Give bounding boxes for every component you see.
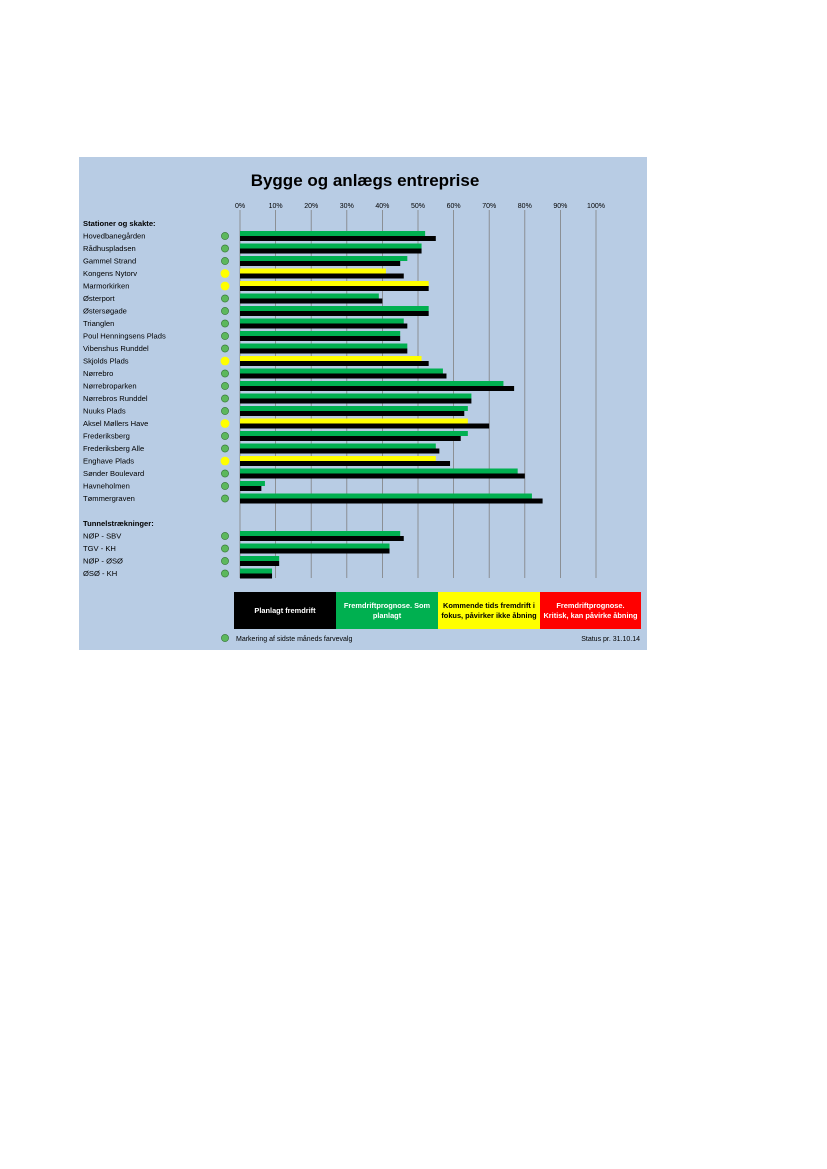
category-label: NØP - ØSØ — [83, 556, 123, 566]
bar-planlagt — [240, 324, 407, 329]
bar-prognose — [240, 369, 443, 374]
footnote-dot — [221, 634, 228, 641]
status-dot — [221, 445, 228, 452]
bar-planlagt — [240, 236, 436, 241]
bar-prognose — [240, 456, 436, 461]
status-dot — [221, 432, 228, 439]
category-label: Sønder Boulevard — [83, 469, 145, 479]
bar-prognose — [240, 531, 400, 536]
bar-prognose — [240, 431, 468, 436]
status-dot — [221, 545, 228, 552]
bar-prognose — [240, 494, 532, 499]
chart-title: Bygge og anlægs entreprise — [250, 171, 480, 190]
category-label: Poul Henningsens Plads — [83, 331, 166, 341]
bar-planlagt — [240, 561, 279, 566]
bar-prognose — [240, 331, 400, 336]
bar-planlagt — [240, 424, 489, 429]
group-heading: Tunnelstrækninger: — [83, 519, 154, 528]
status-dot — [221, 332, 228, 339]
chart-svg — [79, 157, 647, 650]
x-tick-label: 20% — [304, 203, 319, 210]
x-tick-label: 40% — [375, 203, 390, 210]
bar-planlagt — [240, 299, 382, 304]
bar-prognose — [240, 344, 407, 349]
bar-planlagt — [240, 399, 471, 404]
category-label: Tømmergraven — [83, 494, 135, 504]
bar-prognose — [240, 394, 471, 399]
legend-kritisk — [540, 592, 641, 629]
status-dot — [221, 320, 228, 327]
category-label: Marmorkirken — [83, 281, 130, 291]
bar-planlagt — [240, 461, 450, 466]
status-dot — [221, 370, 228, 377]
legend-kommende — [438, 592, 540, 629]
status-dot — [221, 345, 228, 352]
bar-planlagt — [240, 361, 429, 366]
category-label: Frederiksberg Alle — [83, 444, 145, 454]
bar-planlagt — [240, 536, 404, 541]
bar-prognose — [240, 231, 425, 236]
status-dot — [221, 232, 228, 239]
status-dot — [221, 245, 228, 252]
bar-prognose — [240, 281, 429, 286]
category-label: Østerport — [83, 294, 115, 304]
bar-prognose — [240, 544, 390, 549]
bar-prognose — [240, 256, 407, 261]
status-text: Status pr. 31.10.14 — [581, 636, 640, 643]
bar-planlagt — [240, 274, 404, 279]
group-heading: Stationer og skakte: — [83, 219, 156, 228]
bar-prognose — [240, 244, 422, 249]
status-dot — [221, 482, 228, 489]
x-tick-label: 50% — [410, 203, 426, 210]
status-dot — [221, 419, 230, 428]
bar-prognose — [240, 444, 436, 449]
status-dot — [221, 570, 228, 577]
bar-planlagt — [240, 486, 261, 491]
category-label: Havneholmen — [83, 481, 130, 491]
bar-planlagt — [240, 574, 272, 579]
bar-planlagt — [240, 311, 429, 316]
bar-planlagt — [240, 549, 390, 554]
category-label: Nørrebros Runddel — [83, 394, 148, 404]
x-tick-label: 10% — [268, 203, 283, 210]
category-label: Nørrebro — [83, 369, 114, 379]
legend-kritisk-label: Fremdriftprognose. Kritisk, kan påvirke åbning — [543, 600, 638, 620]
bar-prognose — [240, 356, 422, 361]
bar-planlagt — [240, 336, 400, 341]
status-dot — [221, 307, 228, 314]
category-label: Trianglen — [83, 319, 115, 329]
chart-panel — [79, 157, 647, 650]
legend-prognose — [336, 592, 438, 629]
bar-planlagt — [240, 249, 422, 254]
x-tick-label: 80% — [517, 203, 532, 210]
category-label: Gammel Strand — [83, 256, 137, 266]
bar-planlagt — [240, 449, 439, 454]
bar-planlagt — [240, 349, 407, 354]
bar-prognose — [240, 306, 429, 311]
category-label: Nuuks Plads — [83, 406, 126, 416]
bar-planlagt — [240, 499, 543, 504]
category-label: Skjolds Plads — [83, 356, 129, 366]
bar-planlagt — [240, 374, 446, 379]
status-dot — [221, 407, 228, 414]
status-dot — [221, 269, 230, 278]
bar-planlagt — [240, 474, 525, 479]
category-label: TGV - KH — [83, 544, 116, 554]
status-dot — [221, 470, 228, 477]
bar-prognose — [240, 569, 272, 574]
x-tick-label: 100% — [587, 203, 605, 210]
bar-prognose — [240, 381, 503, 386]
legend-prognose-label: Fremdriftprognose. Som planlagt — [343, 600, 431, 620]
category-label: Vibenshus Runddel — [83, 344, 149, 354]
x-tick-label: 0% — [234, 203, 246, 210]
status-dot — [221, 257, 228, 264]
category-label: Østersøgade — [83, 306, 127, 316]
status-dot — [221, 282, 230, 291]
status-dot — [221, 295, 228, 302]
category-label: Kongens Nytorv — [83, 269, 138, 279]
status-dot — [221, 532, 228, 539]
status-dot — [221, 495, 228, 502]
x-tick-label: 90% — [553, 203, 568, 210]
category-label: Nørrebroparken — [83, 381, 137, 391]
category-label: Aksel Møllers Have — [83, 419, 149, 429]
category-label: NØP - SBV — [83, 531, 122, 541]
bar-planlagt — [240, 286, 429, 291]
category-label: Frederiksberg — [83, 431, 130, 441]
status-dot — [221, 457, 230, 466]
x-tick-label: 30% — [339, 203, 354, 210]
bar-planlagt — [240, 436, 461, 441]
status-dot — [221, 382, 228, 389]
bar-prognose — [240, 556, 279, 561]
bar-prognose — [240, 406, 468, 411]
x-tick-label: 60% — [446, 203, 461, 210]
legend-planlagt — [234, 592, 336, 629]
bar-prognose — [240, 481, 265, 486]
bar-planlagt — [240, 386, 514, 391]
legend-kommende-label: Kommende tids fremdrift i fokus, påvirker ikke åbning — [441, 600, 537, 620]
bar-prognose — [240, 269, 386, 274]
status-dot — [221, 557, 228, 564]
category-label: Enghave Plads — [83, 456, 135, 466]
bar-prognose — [240, 319, 404, 324]
bar-prognose — [240, 294, 379, 299]
bar-planlagt — [240, 261, 400, 266]
footnote-text: Markering af sidste måneds farvevalg — [236, 636, 353, 643]
category-label: Rådhuspladsen — [83, 244, 136, 254]
status-dot — [221, 357, 230, 366]
bar-planlagt — [240, 411, 464, 416]
x-tick-label: 70% — [482, 203, 497, 210]
bar-prognose — [240, 419, 468, 424]
category-label: ØSØ - KH — [83, 569, 118, 579]
legend-planlagt-label: Planlagt fremdrift — [254, 605, 316, 615]
bar-prognose — [240, 469, 518, 474]
category-label: Hovedbanegården — [83, 231, 146, 241]
status-dot — [221, 395, 228, 402]
